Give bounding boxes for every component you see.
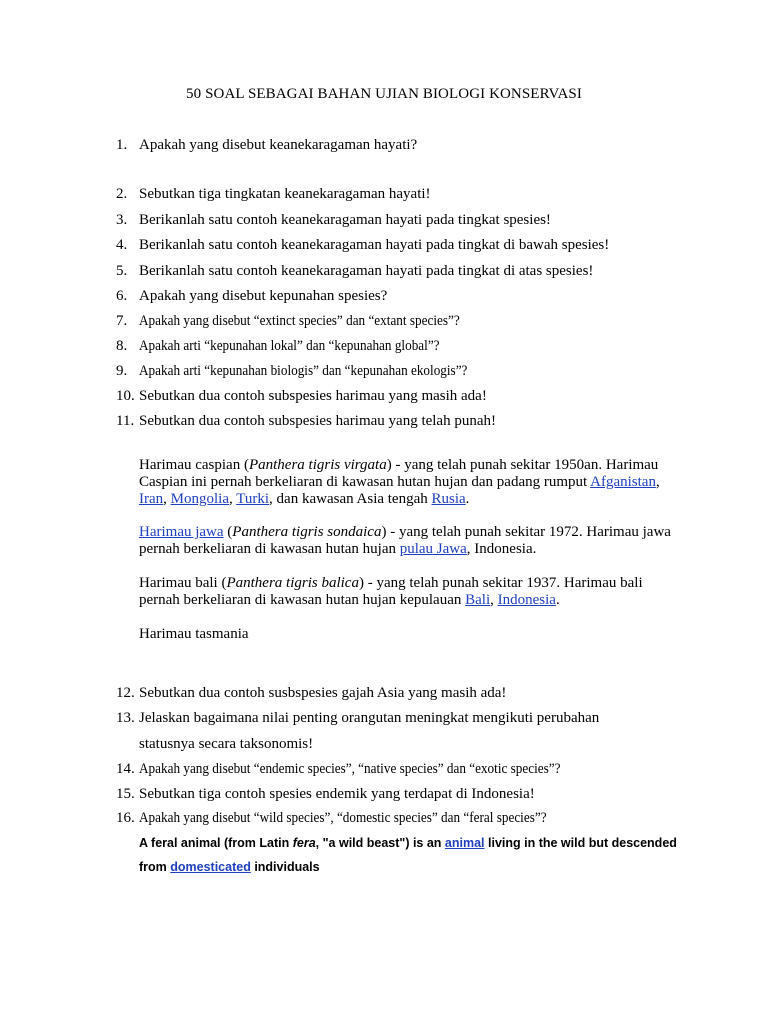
question-number: 15. [116,786,135,802]
question-text: Berikanlah satu contoh keanekaragaman hayati pada tingkat di atas spesies! [139,263,594,279]
question-item [116,363,512,380]
question-item [116,710,599,727]
answer-text: ) - yang telah punah sekitar 1937. Harimau bali pernah berkeliaran di kawasan hutan hujan kepulauan [139,575,643,608]
link-harimau-jawa[interactable]: Harimau jawa [139,524,224,540]
question-item [116,810,602,827]
question-number: 6. [116,288,128,304]
answer-bali [139,575,679,609]
question-item [116,288,387,305]
link-animal[interactable]: animal [444,836,485,850]
separator-text: . [555,592,560,608]
separator-text: , [490,592,498,608]
answer-text: ( [223,524,233,540]
link-turki[interactable]: Turki [236,491,270,507]
link-mongolia[interactable]: Mongolia [170,491,229,507]
question-text: Sebutkan tiga tingkatan keanekaragaman hayati! [139,186,431,202]
question-number: 8. [116,338,128,354]
question-item [116,137,417,154]
separator-text: , [655,474,660,490]
feral-note-line-1 [139,836,677,850]
question-text: Apakah yang disebut “extinct species” dan “extant species”? [139,313,460,329]
question-item [116,338,481,355]
link-bali[interactable]: Bali [465,592,491,608]
link-indonesia[interactable]: Indonesia [497,592,556,608]
document-title: 50 SOAL SEBAGAI BAHAN UJIAN BIOLOGI KONSERVASI [186,86,582,102]
note-text: A feral animal (from Latin [139,836,293,850]
answer-text: Harimau caspian ( [139,457,249,473]
question-text: Apakah arti “kepunahan biologis” dan “kepunahan ekologis”? [139,363,468,379]
separator-text: , [163,491,171,507]
question-number: 11. [116,413,135,429]
question-number: 2. [116,186,128,202]
question-item [116,313,503,330]
question-number: 5. [116,263,128,279]
note-text: individuals [250,860,320,874]
question-item [116,685,506,702]
question-number: 9. [116,363,128,379]
question-item [116,263,593,280]
answer-text: Harimau bali ( [139,575,227,591]
feral-note-line-2 [139,860,320,874]
question-text: Berikanlah satu contoh keanekaragaman hayati pada tingkat spesies! [139,212,551,228]
question-item [116,736,313,753]
link-afganistan[interactable]: Afganistan [590,474,656,490]
link-pulau-jawa[interactable]: pulau Jawa [399,541,467,557]
question-text: Apakah yang disebut keanekaragaman hayati? [139,137,418,153]
question-text: Apakah yang disebut “endemic species”, “native species” dan “exotic species”? [139,761,561,777]
answer-text: ) - yang telah punah sekitar 1950an. Harimau Caspian ini pernah berkeliaran di kawasan hutan hujan dan padang rumput [139,457,659,490]
question-text: Apakah arti “kepunahan lokal” dan “kepunahan global”? [139,338,440,354]
question-item [116,186,431,203]
question-number: 13. [116,710,135,726]
question-item [116,237,609,254]
scientific-name: Panthera tigris balica [226,575,359,591]
separator-text: , [229,491,237,507]
question-text: Sebutkan tiga contoh spesies endemik yang terdapat di Indonesia! [139,786,535,802]
question-item [116,388,487,405]
question-number: 12. [116,685,135,701]
link-domesticated[interactable]: domesticated [170,860,251,874]
question-number: 10. [116,388,135,404]
answer-text: , dan kawasan Asia tengah [269,491,432,507]
question-number: 4. [116,237,128,253]
answer-caspian [139,457,679,508]
question-text: Jelaskan bagaimana nilai penting orangutan meningkat mengikuti perubahan [139,710,600,726]
answer-jawa [139,524,679,558]
question-text: Apakah yang disebut “wild species”, “domestic species” dan “feral species”? [139,810,547,826]
question-number: 1. [116,137,128,153]
question-text: Sebutkan dua contoh subspesies harimau yang masih ada! [139,388,487,404]
answer-text: ) - yang telah punah sekitar 1972. Harimau jawa pernah berkeliaran di kawasan hutan hujan [139,524,671,557]
question-number: 16. [116,810,135,826]
question-text: Sebutkan dua contoh subspesies harimau yang telah punah! [139,413,496,429]
question-number: 14. [116,761,135,777]
question-number: 3. [116,212,128,228]
answer-text: , Indonesia. [466,541,537,557]
question-text: Berikanlah satu contoh keanekaragaman hayati pada tingkat di bawah spesies! [139,237,610,253]
note-text: living in the wild but descended [484,836,677,850]
question-text: Sebutkan dua contoh susbspesies gajah Asia yang masih ada! [139,685,507,701]
note-latin-term: fera [292,836,316,850]
scientific-name: Panthera tigris virgata [248,457,387,473]
link-iran[interactable]: Iran [139,491,164,507]
note-text: from [139,860,171,874]
question-item [116,413,496,430]
question-item [116,212,551,229]
question-item [116,786,535,803]
separator-text: . [465,491,470,507]
answer-tasmania: Harimau tasmania [139,626,249,642]
note-text: , "a wild beast") is an [315,836,445,850]
question-text: statusnya secara taksonomis! [139,736,314,752]
scientific-name: Panthera tigris sondaica [232,524,382,540]
question-item [116,761,618,778]
question-number: 7. [116,313,128,329]
question-text: Apakah yang disebut kepunahan spesies? [139,288,388,304]
link-rusia[interactable]: Rusia [431,491,466,507]
